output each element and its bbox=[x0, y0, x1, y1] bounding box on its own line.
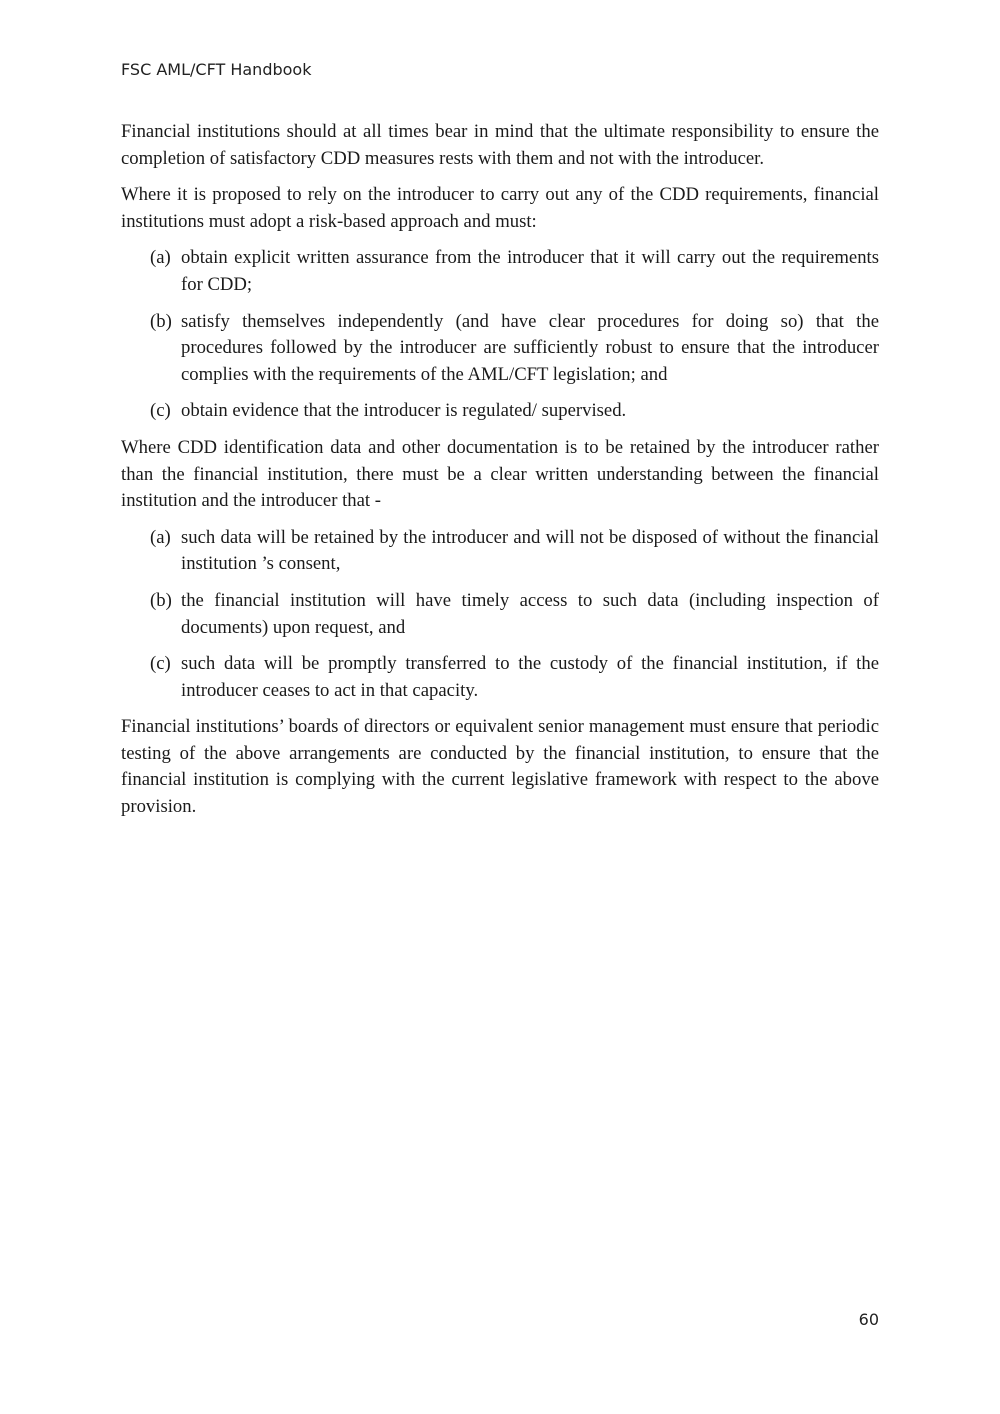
list-item-text: obtain explicit written assurance from the introducer that it will carry out the requirements for CDD; bbox=[181, 247, 879, 295]
running-header: FSC AML/CFT Handbook bbox=[121, 60, 312, 79]
list-item bbox=[121, 245, 879, 298]
paragraph-responsibility: Financial institutions should at all times bear in mind that the ultimate responsibility to ensure the completion of satisfactory CDD measures rests with them and not with the introducer. bbox=[121, 121, 879, 169]
list-marker: (a) bbox=[150, 526, 171, 548]
list-item-text: such data will be promptly transferred to the custody of the financial institution, if the introducer ceases to act in that capacity. bbox=[181, 653, 879, 701]
list-item bbox=[121, 309, 879, 389]
paragraph-retention-intro: Where CDD identification data and other documentation is to be retained by the introducer rather than the financial institution, there must be a clear written understanding between the financial institution and the introducer that - bbox=[121, 436, 879, 512]
list-item bbox=[121, 398, 879, 425]
paragraph-periodic-testing: Financial institutions’ boards of directors or equivalent senior management must ensure that periodic testing of the above arrangements are conducted by the financial institution, to ensure that the financial institution is complying with the current legislative framework with respect to the above provision. bbox=[121, 716, 879, 818]
page-number: 60 bbox=[858, 1310, 879, 1329]
document-body bbox=[121, 119, 879, 831]
retention-understanding-list bbox=[121, 525, 879, 705]
list-marker: (b) bbox=[150, 310, 172, 332]
list-item-text: satisfy themselves independently (and have clear procedures for doing so) that the procedures followed by the introducer are sufficiently robust to ensure that the introducer complies with the requirements of the AML/CFT legislation; and bbox=[181, 310, 879, 385]
list-item bbox=[121, 588, 879, 641]
list-item-text: obtain evidence that the introducer is regulated/ supervised. bbox=[181, 400, 627, 422]
list-marker: (c) bbox=[150, 400, 171, 422]
reliance-requirements-list bbox=[121, 245, 879, 425]
list-marker: (a) bbox=[150, 247, 171, 269]
list-item bbox=[121, 525, 879, 578]
list-item bbox=[121, 651, 879, 704]
list-marker: (b) bbox=[150, 589, 172, 611]
list-item-text: such data will be retained by the introducer and will not be disposed of without the financial institution ’s consent, bbox=[181, 526, 879, 575]
list-marker: (c) bbox=[150, 653, 171, 675]
paragraph-reliance-intro: Where it is proposed to rely on the introducer to carry out any of the CDD requirements, financial institutions must adopt a risk-based approach and must: bbox=[121, 184, 879, 232]
list-item-text: the financial institution will have timely access to such data (including inspection of documents) upon request, and bbox=[181, 589, 879, 638]
